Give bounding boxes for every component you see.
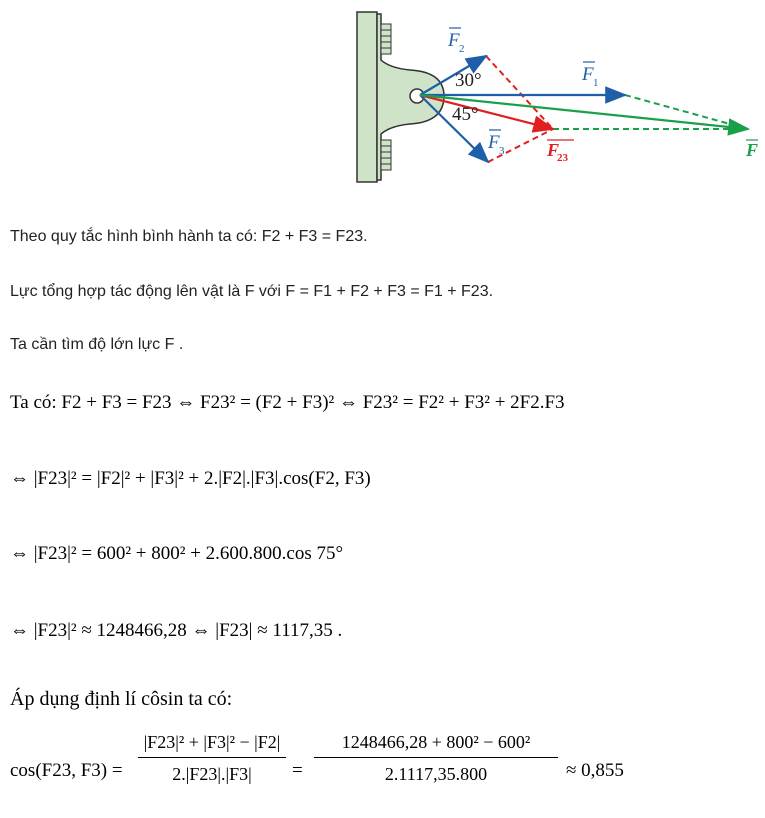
line-vector-square: Ta có: F2 + F3 = F23 ⇔ F23² = (F2 + F3)² ⇔ F23² = F2² + F3² + 2F2.F3: [10, 392, 565, 413]
line-magnitude-result: ⇔ |F23|² ≈ 1248466,28 ⇔ |F23| ≈ 1117,35 .: [10, 620, 343, 641]
svg-text:F: F: [582, 64, 594, 85]
line-cos-formula: [10, 732, 755, 812]
label-f1: [581, 62, 599, 89]
fraction-one-numerator: |F23|² + |F3|² − |F2|: [143, 732, 281, 752]
fraction-two-numerator: 1248466,28 + 800² − 600²: [341, 732, 531, 752]
fraction-one-denominator: 2.|F23|.|F3|: [172, 764, 252, 784]
line-cos-expansion: ⇔ |F23|² = |F2|² + |F3|² + 2.|F2|.|F3|.cos(F2, F3): [10, 468, 371, 489]
svg-text:2: 2: [459, 43, 465, 55]
line-resultant-force: Lực tổng hợp tác động lên vật là F với F = F1 + F2 + F3 = F1 + F23.: [10, 283, 494, 300]
screw-top: [381, 24, 391, 54]
label-f23: [546, 140, 574, 164]
equals-sign: =: [292, 760, 303, 781]
screw-bottom: [381, 140, 391, 170]
fraction-two: [314, 732, 558, 785]
label-f3: [487, 130, 505, 157]
svg-text:F: F: [547, 140, 560, 160]
svg-text:F: F: [746, 140, 759, 160]
fraction-one: [138, 732, 286, 785]
line-parallelogram-rule: Theo quy tắc hình bình hành ta có: F2 + F3 = F23.: [10, 228, 368, 245]
cos-lhs: cos(F23, F3) =: [10, 760, 123, 781]
svg-text:23: 23: [557, 152, 568, 164]
force-diagram: [0, 0, 765, 200]
angle-bottom-label: 45°: [452, 104, 479, 125]
line-cosine-law: Áp dụng định lí côsin ta có:: [10, 688, 233, 710]
svg-text:3: 3: [499, 145, 505, 157]
angle-top-label: 30°: [455, 70, 482, 91]
line-find-magnitude: Ta cần tìm độ lớn lực F .: [10, 336, 184, 353]
line-substitute-values: ⇔ |F23|² = 600² + 800² + 2.600.800.cos 75°: [10, 543, 344, 564]
svg-text:F: F: [448, 30, 460, 51]
svg-text:F: F: [488, 132, 500, 153]
wall-plate: [357, 12, 377, 182]
label-f: [745, 140, 758, 160]
cos-result: ≈ 0,855: [566, 760, 624, 781]
svg-text:1: 1: [593, 77, 599, 89]
fraction-two-denominator: 2.1117,35.800: [384, 764, 488, 784]
label-f2: [447, 28, 465, 55]
